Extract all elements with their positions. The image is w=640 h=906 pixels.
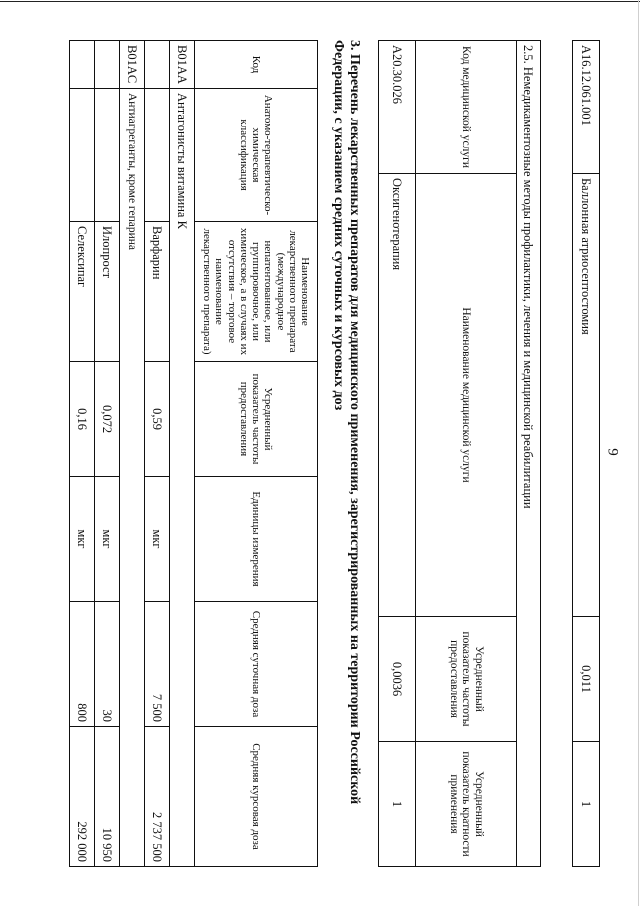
section-heading: 3. Перечень лекарственных препаратов для медицинского применения, зарегистрированных на территории Российской Федерации, с указанием средних суточных и курсовых доз [331, 40, 362, 805]
atc-code [70, 41, 95, 89]
non-drug-methods-table [378, 40, 541, 867]
drug-name: Селексипаг [70, 222, 95, 362]
service-name: Оксигенотерапия [379, 174, 416, 617]
table-row [120, 41, 145, 867]
table-row [573, 41, 600, 867]
service-multiplicity: 1 [573, 742, 600, 867]
atc-group [70, 89, 95, 222]
rotated-page-content [40, 40, 600, 866]
header-atc: Анатомо-терапевтическо-химическая классификация [195, 89, 318, 222]
atc-group: Антиагреганты, кроме гепарина [120, 89, 145, 867]
table-row [70, 41, 95, 867]
drug-frequency: 0,072 [95, 362, 120, 477]
header-service-code: Код медицинской услуги [416, 41, 517, 174]
drug-name: Илопрост [95, 222, 120, 362]
table-row [145, 41, 170, 867]
atc-code: B01AA [170, 41, 195, 89]
drug-frequency: 0,59 [145, 362, 170, 477]
page-number: 9 [604, 448, 621, 456]
header-daily-dose: Средняя суточная доза [195, 602, 318, 727]
atc-code [95, 41, 120, 89]
drugs-table [69, 40, 318, 867]
drug-unit: мкг [70, 477, 95, 602]
section-title: 2.5. Немедикаментозные методы профилактики, лечения и медицинской реабилитации [517, 41, 541, 867]
table-row [95, 41, 120, 867]
previous-section-table [572, 40, 600, 867]
drug-course-dose: 2 737 500 [145, 727, 170, 867]
drug-unit: мкг [95, 477, 120, 602]
table-row [379, 41, 416, 867]
atc-code: B01AC [120, 41, 145, 89]
drug-daily-dose: 30 [95, 602, 120, 727]
atc-group [145, 89, 170, 222]
header-code: Код [195, 41, 318, 89]
drug-unit: мкг [145, 477, 170, 602]
service-name: Баллонная атриосептостомия [573, 174, 600, 617]
right-edge-line [638, 0, 639, 906]
table-row [170, 41, 195, 867]
atc-code [145, 41, 170, 89]
service-code: A20.30.026 [379, 41, 416, 174]
header-course-dose: Средняя курсовая доза [195, 727, 318, 867]
drug-course-dose: 10 950 [95, 727, 120, 867]
drug-frequency: 0,16 [70, 362, 95, 477]
table-header-row [416, 41, 517, 867]
service-frequency: 0,0036 [379, 617, 416, 742]
atc-group: Антагонисты витамина К [170, 89, 195, 867]
service-code: A16.12.061.001 [573, 41, 600, 174]
section-title-row [517, 41, 541, 867]
header-frequency: Усредненный показатель частоты предоставления [416, 617, 517, 742]
header-multiplicity: Усредненный показатель кратности применения [416, 742, 517, 867]
drug-course-dose: 292 000 [70, 727, 95, 867]
atc-group [95, 89, 120, 222]
header-drug-name: Наименование лекарственного препарата (международное непатентованное, или группировочное, или химическое, а в случаях их отсутствия – торговое наименование лекарственного препарата) [195, 222, 318, 362]
drug-daily-dose: 7 500 [145, 602, 170, 727]
header-unit: Единицы измерения [195, 477, 318, 602]
header-frequency: Усредненный показатель частоты предоставления [195, 362, 318, 477]
header-service-name: Наименование медицинской услуги [416, 174, 517, 617]
service-frequency: 0,011 [573, 617, 600, 742]
drug-name: Варфарин [145, 222, 170, 362]
table-header-row [195, 41, 318, 867]
top-border-line [0, 1, 640, 2]
drug-daily-dose: 800 [70, 602, 95, 727]
service-multiplicity: 1 [379, 742, 416, 867]
